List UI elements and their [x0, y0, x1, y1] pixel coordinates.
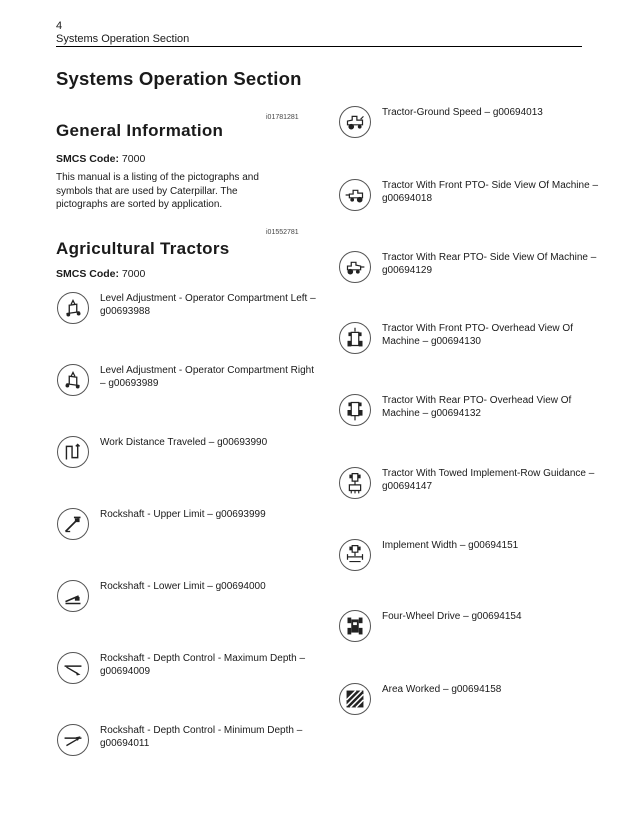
ref-id-general: i01781281 [266, 114, 299, 121]
item-gcode: g00694158 [451, 684, 502, 695]
smcs-label: SMCS Code: [56, 153, 119, 165]
item-gcode: g00693990 [217, 437, 268, 448]
work-distance-icon [57, 436, 89, 468]
item-row-guidance [382, 467, 602, 493]
item-caption: Area Worked [382, 684, 441, 695]
item-gcode: g00694011 [100, 738, 150, 749]
item-gcode: g00694151 [468, 540, 519, 551]
item-caption: Tractor With Rear PTO- Overhead View Of Machine [382, 395, 572, 419]
item-caption: Rockshaft - Depth Control - Maximum Depth [100, 653, 297, 664]
section-title: Systems Operation Section [56, 68, 302, 89]
front-pto-side-icon [339, 179, 371, 211]
item-dash: – [459, 540, 466, 551]
item-dash: – [422, 336, 429, 347]
item-dash: – [422, 408, 429, 419]
item-dash: – [296, 725, 303, 736]
item-ground-speed [382, 106, 602, 119]
smcs-label: SMCS Code: [56, 268, 119, 280]
item-gcode: g00694018 [382, 193, 433, 204]
item-area-worked [382, 683, 602, 696]
item-caption: Rockshaft - Lower Limit [100, 581, 205, 592]
item-gcode: g00694129 [382, 265, 433, 276]
item-dash: – [207, 581, 213, 592]
item-dash: – [590, 252, 597, 263]
row-guidance-icon [339, 467, 371, 499]
smcs-general [56, 153, 145, 165]
area-worked-icon [339, 683, 371, 715]
item-gcode: g00694130 [430, 336, 481, 347]
item-dash: – [310, 293, 316, 304]
item-gcode: g00694013 [492, 107, 543, 118]
item-gcode: g00693989 [108, 378, 159, 389]
header-rule [56, 46, 582, 47]
item-dash: – [207, 509, 213, 520]
item-dash: – [100, 378, 106, 389]
item-gcode: g00694147 [382, 481, 433, 492]
item-dash: – [463, 611, 469, 622]
item-work-distance [100, 436, 320, 449]
item-caption: Level Adjustment - Operator Compartment Left [100, 293, 308, 304]
item-gcode: g00693988 [100, 306, 151, 317]
ground-speed-icon [339, 106, 371, 138]
rockshaft-lower-icon [57, 580, 89, 612]
rear-pto-side-icon [339, 251, 371, 283]
intro-paragraph: This manual is a listing of the pictographs and symbols that are used by Caterpillar. The pictographs are sorted by application. [56, 172, 259, 210]
item-gcode: g00694154 [471, 611, 522, 622]
item-gcode: g00694132 [430, 408, 481, 419]
item-gcode: g00694009 [100, 666, 151, 677]
page-number: 4 [56, 20, 63, 32]
item-caption: Tractor With Front PTO- Side View Of Machine [382, 180, 590, 191]
item-caption: Tractor With Towed Implement-Row Guidance [382, 468, 586, 479]
ref-id-agri: i01552781 [266, 229, 299, 236]
item-dash: – [442, 684, 449, 695]
item-four-wheel-drive [382, 610, 602, 623]
depth-max-icon [57, 652, 89, 684]
general-heading: General Information [56, 121, 224, 140]
item-rockshaft-lower [100, 580, 320, 593]
item-dash: – [484, 107, 491, 118]
item-dash: – [592, 180, 598, 191]
item-dash: – [299, 653, 306, 664]
item-front-pto-side [382, 179, 602, 205]
front-pto-overhead-icon [339, 322, 371, 354]
item-dash: – [208, 437, 215, 448]
item-rear-pto-side [382, 251, 602, 277]
running-title: Systems Operation Section [56, 33, 190, 45]
item-caption: Rockshaft - Depth Control - Minimum Depth [100, 725, 294, 736]
item-caption: Four-Wheel Drive [382, 611, 461, 622]
four-wheel-drive-icon [339, 610, 371, 642]
item-gcode: g00694000 [215, 581, 266, 592]
implement-width-icon [339, 539, 371, 571]
item-caption: Tractor With Front PTO- Overhead View Of Machine [382, 323, 573, 347]
item-caption: Work Distance Traveled [100, 437, 206, 448]
item-caption: Implement Width [382, 540, 458, 551]
smcs-agri [56, 268, 145, 280]
item-rear-pto-overhead [382, 394, 602, 420]
item-implement-width [382, 539, 602, 552]
level-right-icon [57, 364, 89, 396]
depth-min-icon [57, 724, 89, 756]
smcs-value: 7000 [121, 153, 146, 165]
item-gcode: g00693999 [215, 509, 266, 520]
item-caption: Tractor With Rear PTO- Side View Of Machine [382, 252, 588, 263]
smcs-value: 7000 [121, 268, 146, 280]
item-level-left [100, 292, 320, 318]
item-front-pto-overhead [382, 322, 602, 348]
item-caption: Level Adjustment - Operator Compartment Right [100, 365, 314, 376]
item-depth-max [100, 652, 320, 678]
item-depth-min [100, 724, 320, 750]
item-caption: Rockshaft - Upper Limit [100, 509, 205, 520]
item-dash: – [588, 468, 595, 479]
item-rockshaft-upper [100, 508, 320, 521]
rockshaft-upper-icon [57, 508, 89, 540]
item-level-right [100, 364, 320, 390]
agri-heading: Agricultural Tractors [56, 239, 230, 258]
item-caption: Tractor-Ground Speed [382, 107, 482, 118]
rear-pto-overhead-icon [339, 394, 371, 426]
level-left-icon [57, 292, 89, 324]
